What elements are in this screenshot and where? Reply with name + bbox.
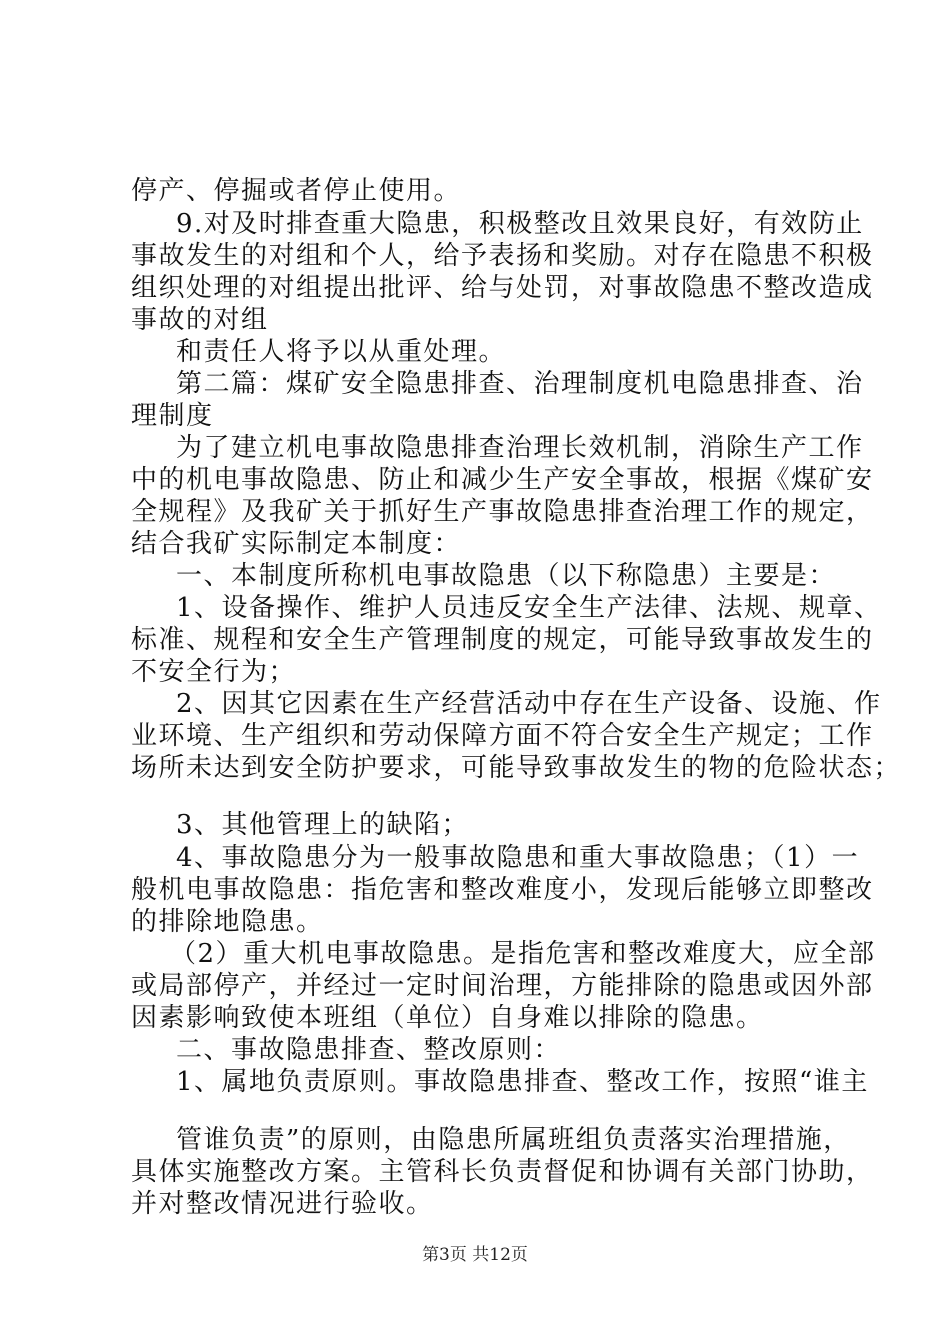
text-line: 9.对及时排查重大隐患，积极整改且效果良好，有效防止	[176, 209, 864, 239]
text-line: 全规程》及我矿关于抓好生产事故隐患排查治理工作的规定，	[131, 497, 874, 527]
page-number-footer: 第3页 共12页	[422, 1245, 528, 1265]
text-line: 并对整改情况进行验收。	[131, 1189, 434, 1219]
text-line: 一、本制度所称机电事故隐患（以下称隐患）主要是：	[176, 561, 837, 591]
text-line: 二、事故隐患排查、整改原则：	[176, 1035, 562, 1065]
text-line: 标准、规程和安全生产管理制度的规定，可能导致事故发生的	[131, 625, 874, 655]
text-line: 般机电事故隐患：指危害和整改难度小，发现后能够立即整改	[131, 875, 874, 905]
text-line: 为了建立机电事故隐患排查治理长效机制，消除生产工作	[176, 433, 864, 463]
text-line: 或局部停产，并经过一定时间治理，方能排除的隐患或因外部	[131, 971, 874, 1001]
text-line: 具体实施整改方案。主管科长负责督促和协调有关部门协助，	[131, 1157, 874, 1187]
text-line: 场所未达到安全防护要求，可能导致事故发生的物的危险状态；	[131, 753, 902, 783]
text-line: 组织处理的对组提出批评、给与处罚，对事故隐患不整改造成	[131, 273, 874, 303]
text-line: 3、其他管理上的缺陷；	[176, 810, 470, 840]
text-line: 1、属地负责原则。事故隐患排查、整改工作，按照“谁主	[176, 1067, 869, 1097]
text-line: 的排除地隐患。	[131, 907, 324, 937]
text-line: 管谁负责”的原则，由隐患所属班组负责落实治理措施，	[176, 1125, 851, 1155]
text-line: 和责任人将予以从重处理。	[176, 337, 507, 367]
text-line: 事故发生的对组和个人，给予表扬和奖励。对存在隐患不积极	[131, 241, 874, 271]
text-line: 1、设备操作、维护人员违反安全生产法律、法规、规章、	[176, 593, 882, 623]
section-heading: 理制度	[131, 401, 214, 431]
text-line: 不安全行为；	[131, 657, 297, 687]
text-line: 业环境、生产组织和劳动保障方面不符合安全生产规定；工作	[131, 721, 874, 751]
section-heading: 第二篇：煤矿安全隐患排查、治理制度机电隐患排查、治	[176, 369, 864, 399]
text-line: 4、事故隐患分为一般事故隐患和重大事故隐患；（1）一	[176, 843, 860, 873]
text-line: 因素影响致使本班组（单位）自身难以排除的隐患。	[131, 1003, 764, 1033]
text-line: 结合我矿实际制定本制度：	[131, 529, 462, 559]
text-line: 中的机电事故隐患、防止和减少生产安全事故，根据《煤矿安	[131, 465, 874, 495]
text-line: 停产、停掘或者停止使用。	[131, 176, 462, 206]
text-line: （2）重大机电事故隐患。是指危害和整改难度大，应全部	[170, 939, 876, 969]
text-line: 事故的对组	[131, 305, 269, 335]
text-line: 2、因其它因素在生产经营活动中存在生产设备、设施、作	[176, 689, 882, 719]
